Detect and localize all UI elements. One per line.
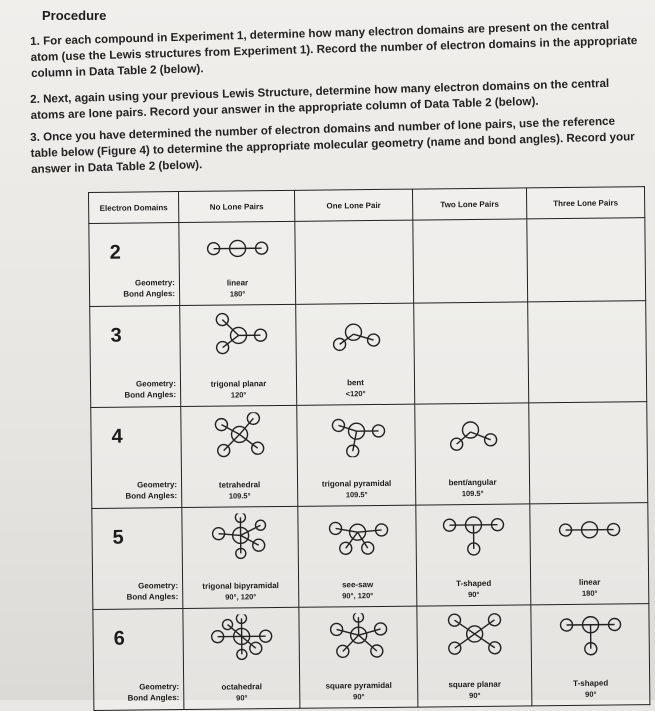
header-two-lone-pairs: Two Lone Pairs: [412, 188, 526, 220]
geometry-name: square planar: [418, 679, 531, 689]
octahedral-molecule-icon: [203, 614, 279, 661]
header-one-lone-pair: One Lone Pair: [294, 189, 412, 221]
bond-angle-value: 90°: [184, 693, 299, 703]
geometry-label: Geometry:: [124, 378, 176, 390]
geometry-cell: [299, 606, 418, 708]
table-row: [89, 218, 646, 307]
electron-domain-count: 2: [110, 242, 121, 265]
empty-cell: [527, 218, 646, 302]
square-pyramidal-molecule-icon: [320, 613, 396, 660]
geometry-cell: [416, 504, 531, 606]
table-row: [92, 503, 649, 610]
geometry-name: T-shaped: [417, 578, 530, 588]
bond-angles-label: Bond Angles:: [124, 389, 176, 401]
electron-domain-count: 6: [114, 628, 125, 651]
geometry-cell: [298, 505, 417, 607]
electron-domains-cell: [90, 306, 181, 408]
geometry-name: linear: [531, 577, 648, 587]
bond-angle-value: 120°: [181, 390, 296, 400]
electron-domains-cell: [89, 223, 180, 307]
header-three-lone-pairs: Three Lone Pairs: [526, 187, 644, 219]
empty-cell: [528, 301, 647, 403]
geometry-label: Geometry:: [127, 681, 179, 693]
geometry-name: T-shaped: [532, 678, 649, 688]
electron-domain-count: 5: [113, 527, 124, 550]
electron-domain-count: 3: [110, 325, 121, 348]
t-shaped-molecule-icon: [435, 511, 511, 558]
table-row: [93, 604, 650, 711]
geometry-label: Geometry:: [126, 580, 178, 592]
geometry-name: trigonal planar: [181, 379, 296, 389]
bond-angle-value: 180°: [531, 588, 648, 598]
geometry-cell: [182, 506, 299, 608]
bond-angle-value: 180°: [180, 289, 295, 299]
geometry-cell: [180, 304, 297, 406]
t-shaped-molecule-icon: [552, 610, 628, 657]
row-labels: [127, 681, 179, 704]
empty-cell: [414, 302, 529, 404]
bent-molecule-icon: [317, 310, 393, 357]
empty-cell: [529, 402, 648, 504]
row-labels: [125, 479, 177, 502]
step-3-text: 3. Once you have determined the number of electron domains and number of lone pairs, use the reference table below (Figure 4) to determine the appropriate molecular geometry (name and bond angles). Record your answer in Data Table 2 (below).: [30, 113, 641, 178]
geometry-name: linear: [180, 278, 295, 288]
geometry-name: square pyramidal: [300, 681, 417, 691]
bond-angle-value: 90°: [418, 690, 531, 700]
geometry-cell: [181, 405, 298, 507]
electron-domains-cell: [91, 407, 182, 509]
tetrahedral-molecule-icon: [201, 412, 277, 459]
bent-angular-molecule-icon: [434, 410, 510, 457]
geometry-cell: [296, 303, 415, 405]
linear-molecule-icon: [551, 509, 627, 556]
geometry-name: bent/angular: [416, 477, 529, 487]
step-2-text: 2. Next, again using your previous Lewis Structure, determine how many electron domains on the central atoms are lone pairs. Record your answer in the appropriate column of Data Table 2 (below).: [30, 75, 641, 124]
geometry-label: Geometry:: [125, 479, 177, 491]
row-labels: [126, 580, 178, 603]
bond-angle-value: 90°: [532, 689, 649, 699]
trigonal-pyramidal-molecule-icon: [318, 411, 394, 458]
bond-angle-value: 109.5°: [416, 488, 529, 498]
geometry-name: bent: [297, 378, 414, 388]
table-row: [90, 301, 647, 408]
empty-cell: [295, 220, 414, 304]
geometry-cell: [531, 604, 650, 706]
geometry-cell: [415, 403, 530, 505]
geometry-reference-table: [88, 186, 650, 711]
table-row: [91, 402, 648, 509]
bond-angle-value: 90°, 120°: [183, 592, 298, 602]
row-labels: [124, 378, 176, 401]
geometry-cell: [297, 404, 416, 506]
geometry-name: trigonal bipyramidal: [183, 581, 298, 591]
row-labels: [123, 277, 175, 300]
bond-angle-value: 109.5°: [182, 491, 297, 501]
trigonal-bipyramidal-molecule-icon: [202, 513, 278, 560]
geometry-cell: [530, 503, 649, 605]
procedure-heading: Procedure: [42, 8, 106, 23]
geometry-name: tetrahedral: [182, 480, 297, 490]
see-saw-molecule-icon: [319, 512, 395, 559]
bond-angle-value: 109.5°: [298, 490, 415, 500]
linear-molecule-icon: [199, 228, 275, 275]
header-electron-domains: Electron Domains: [89, 192, 179, 224]
empty-cell: [413, 219, 528, 303]
header-no-lone-pairs: No Lone Pairs: [179, 190, 295, 222]
geometry-name: see-saw: [299, 580, 416, 590]
geometry-name: trigonal pyramidal: [298, 479, 415, 489]
bond-angles-label: Bond Angles:: [123, 288, 175, 300]
electron-domains-cell: [93, 609, 184, 711]
bond-angle-value: <120°: [297, 389, 414, 399]
bond-angles-label: Bond Angles:: [125, 490, 177, 502]
geometry-name: octahedral: [184, 682, 299, 692]
step-1-text: 1. For each compound in Experiment 1, determine how many electron domains are present on the central atom (use the Lewis structures from Experiment 1). Record the number of electron domains in the appropriate column in Data Table 2 (below).: [30, 17, 641, 82]
bond-angle-value: 90°: [300, 692, 417, 702]
bond-angles-label: Bond Angles:: [126, 591, 178, 603]
bond-angle-value: 90°: [417, 589, 530, 599]
bond-angles-label: Bond Angles:: [128, 692, 180, 704]
geometry-cell: [417, 605, 532, 707]
geometry-label: Geometry:: [123, 277, 175, 289]
electron-domain-count: 4: [111, 426, 122, 449]
square-planar-molecule-icon: [436, 612, 512, 659]
bond-angle-value: 90°, 120°: [299, 591, 416, 601]
geometry-cell: [183, 607, 300, 709]
electron-domains-cell: [92, 508, 183, 610]
trigonal-planar-molecule-icon: [200, 311, 276, 358]
geometry-cell: [179, 221, 296, 305]
